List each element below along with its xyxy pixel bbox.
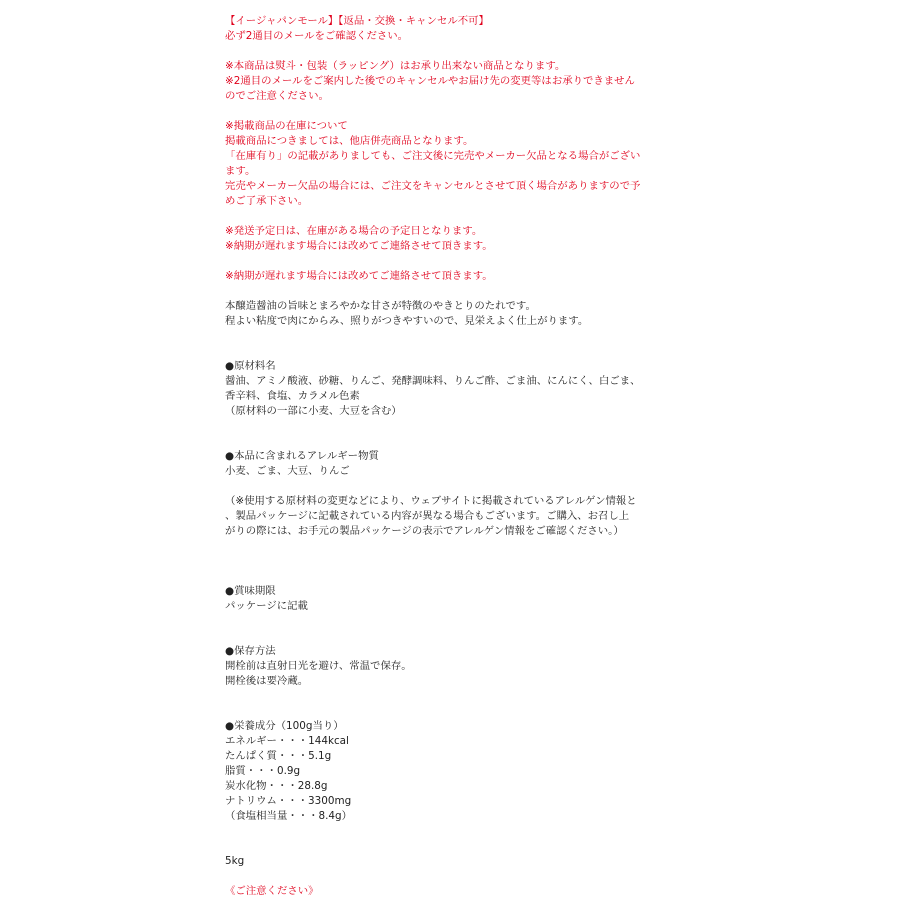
notice-stock-1: ※掲載商品の在庫について: [225, 120, 348, 132]
nutrition-energy: エネルギー・・・144kcal: [225, 735, 349, 747]
nutrition-sodium: ナトリウム・・・3300mg: [225, 795, 352, 807]
nutrition-salt: （食塩相当量・・・8.4g）: [225, 810, 353, 822]
best-before-value: パッケージに記載: [225, 600, 308, 612]
description-line-2: 程よい粘度で肉にからみ、照りがつきやすいので、見栄えよく仕上がります。: [225, 315, 589, 327]
caution-heading: 《ご注意ください》: [225, 885, 319, 897]
description-line-1: 本醸造醤油の旨味とまろやかな甘さが特徴のやきとりのたれです。: [225, 300, 536, 312]
allergens-heading: ●本品に含まれるアレルギー物質: [225, 450, 379, 462]
nutrition-heading: ●栄養成分（100g当り）: [225, 720, 344, 732]
storage-heading: ●保存方法: [225, 645, 276, 657]
storage-line-2: 開栓後は要冷蔵。: [225, 675, 309, 687]
notice-ship-3: ※納期が遅れます場合には改めてご連絡させて頂きます。: [225, 270, 493, 282]
notice-wrapping-3: のでご注意ください。: [225, 90, 329, 102]
notice-ship-2: ※納期が遅れます場合には改めてご連絡させて頂きます。: [225, 240, 493, 252]
notice-ship-1: ※発送予定日は、在庫がある場合の予定日となります。: [225, 225, 483, 237]
notice-stock-5: 完売やメーカー欠品の場合には、ご注文をキャンセルとさせて頂く場合がありますので予: [225, 180, 641, 192]
storage-line-1: 開栓前は直射日光を避け、常温で保存。: [225, 660, 412, 672]
notice-wrapping-2: ※2通目のメールをご案内した後でのキャンセルやお届け先の変更等はお承りできません: [225, 75, 635, 87]
best-before-heading: ●賞味期限: [225, 585, 276, 597]
ingredients-heading: ●原材料名: [225, 360, 276, 372]
ingredients-line-3: （原材料の一部に小麦、大豆を含む）: [225, 405, 402, 417]
notice-wrapping-1: ※本商品は熨斗・包装（ラッピング）はお承り出来ない商品となります。: [225, 60, 566, 72]
allergens-note-3: がりの際には、お手元の製品パッケージの表示でアレルゲン情報をご確認ください。）: [225, 525, 624, 537]
notice-stock-6: めご了承下さい。: [225, 195, 309, 207]
nutrition-fat: 脂質・・・0.9g: [225, 765, 301, 777]
notice-stock-4: ます。: [225, 165, 256, 177]
allergens-list: 小麦、ごま、大豆、りんご: [225, 465, 350, 477]
product-description: [225, 14, 655, 899]
notice-confirm-mail: 必ず2通目のメールをご確認ください。: [225, 30, 409, 42]
notice-stock-2: 掲載商品につきましては、他店併売商品となります。: [225, 135, 474, 147]
product-size: 5kg: [225, 855, 245, 867]
allergens-note-1: （※使用する原材料の変更などにより、ウェブサイトに掲載されているアレルゲン情報と: [225, 495, 637, 507]
ingredients-line-2: 香辛料、食塩、カラメル色素: [225, 390, 360, 402]
nutrition-carbs: 炭水化物・・・28.8g: [225, 780, 328, 792]
nutrition-protein: たんぱく質・・・5.1g: [225, 750, 332, 762]
notice-stock-3: 「在庫有り」の記載がありましても、ご注文後に完売やメーカー欠品となる場合がござい: [225, 150, 641, 162]
allergens-note-2: 、製品パッケージに記載されている内容が異なる場合もございます。ご購入、お召し上: [225, 510, 630, 522]
notice-header: 【イージャパンモール】【返品・交換・キャンセル不可】: [225, 15, 489, 27]
ingredients-line-1: 醤油、アミノ酸液、砂糖、りんご、発酵調味料、りんご酢、ごま油、にんにく、白ごま、: [225, 375, 641, 387]
